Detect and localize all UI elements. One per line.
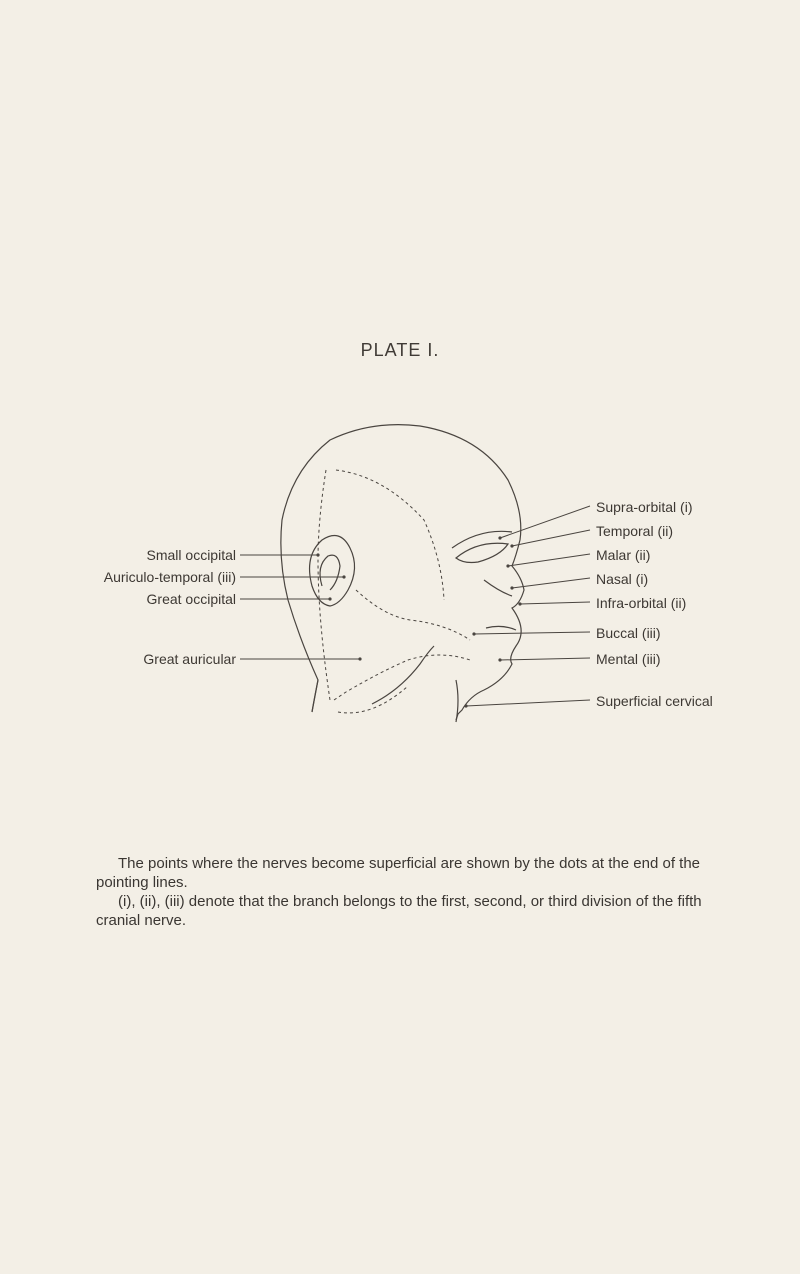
nerve-dashed-auricular (334, 655, 470, 700)
dot-small-occipital (316, 553, 319, 556)
label-malar: Malar (ii) (596, 547, 651, 563)
dot-nasal (510, 586, 513, 589)
label-supra-orbital: Supra-orbital (i) (596, 499, 693, 515)
dot-supra-orbital (498, 536, 501, 539)
jaw-line (372, 646, 434, 704)
dot-auriculo-temporal (342, 575, 345, 578)
pointer-nasal (512, 578, 590, 588)
ear-inner (320, 555, 340, 590)
label-buccal: Buccal (iii) (596, 625, 661, 641)
dot-temporal (510, 544, 513, 547)
pointer-temporal (512, 530, 590, 546)
label-superficial-cervical: Superficial cervical (596, 693, 713, 709)
mouth-line (486, 626, 516, 630)
label-nasal: Nasal (i) (596, 571, 649, 587)
pointer-buccal (474, 632, 590, 634)
nerve-dashed-occipital (318, 470, 330, 700)
head-outline (281, 425, 521, 712)
dot-great-occipital (328, 597, 331, 600)
dot-malar (506, 564, 509, 567)
nerve-dashed-cervical (338, 686, 408, 713)
label-auriculo-temporal: Auriculo-temporal (iii) (103, 569, 236, 585)
nerve-dashed-temporal (356, 590, 470, 640)
face-profile (456, 540, 524, 720)
label-mental: Mental (iii) (596, 651, 661, 667)
pointer-superficial-cervical (466, 700, 590, 706)
neck-back (312, 680, 318, 712)
dot-great-auricular (358, 657, 361, 660)
pointer-infra-orbital (520, 602, 590, 604)
label-small-occipital: Small occipital (146, 547, 236, 563)
plate-title: PLATE I. (360, 340, 440, 360)
pointer-mental (500, 658, 590, 660)
caption-line-1: The points where the nerves become superficial are shown by the dots at the end of the pointing lines. (96, 855, 701, 891)
dot-superficial-cervical (464, 704, 467, 707)
ear-outline (310, 536, 355, 607)
caption (96, 854, 736, 930)
label-temporal: Temporal (ii) (596, 523, 674, 539)
label-infra-orbital: Infra-orbital (ii) (596, 595, 687, 611)
label-great-occipital: Great occipital (146, 591, 236, 607)
nose-line (484, 580, 512, 596)
caption-line-2: (i), (ii), (iii) denote that the branch belongs to the first, second, or third division of the fifth cranial nerve. (96, 893, 702, 929)
dot-buccal (472, 632, 475, 635)
pointer-malar (508, 554, 590, 566)
dot-infra-orbital (518, 602, 521, 605)
dot-mental (498, 658, 501, 661)
label-great-auricular: Great auricular (143, 651, 236, 667)
eye-outline (456, 543, 508, 562)
